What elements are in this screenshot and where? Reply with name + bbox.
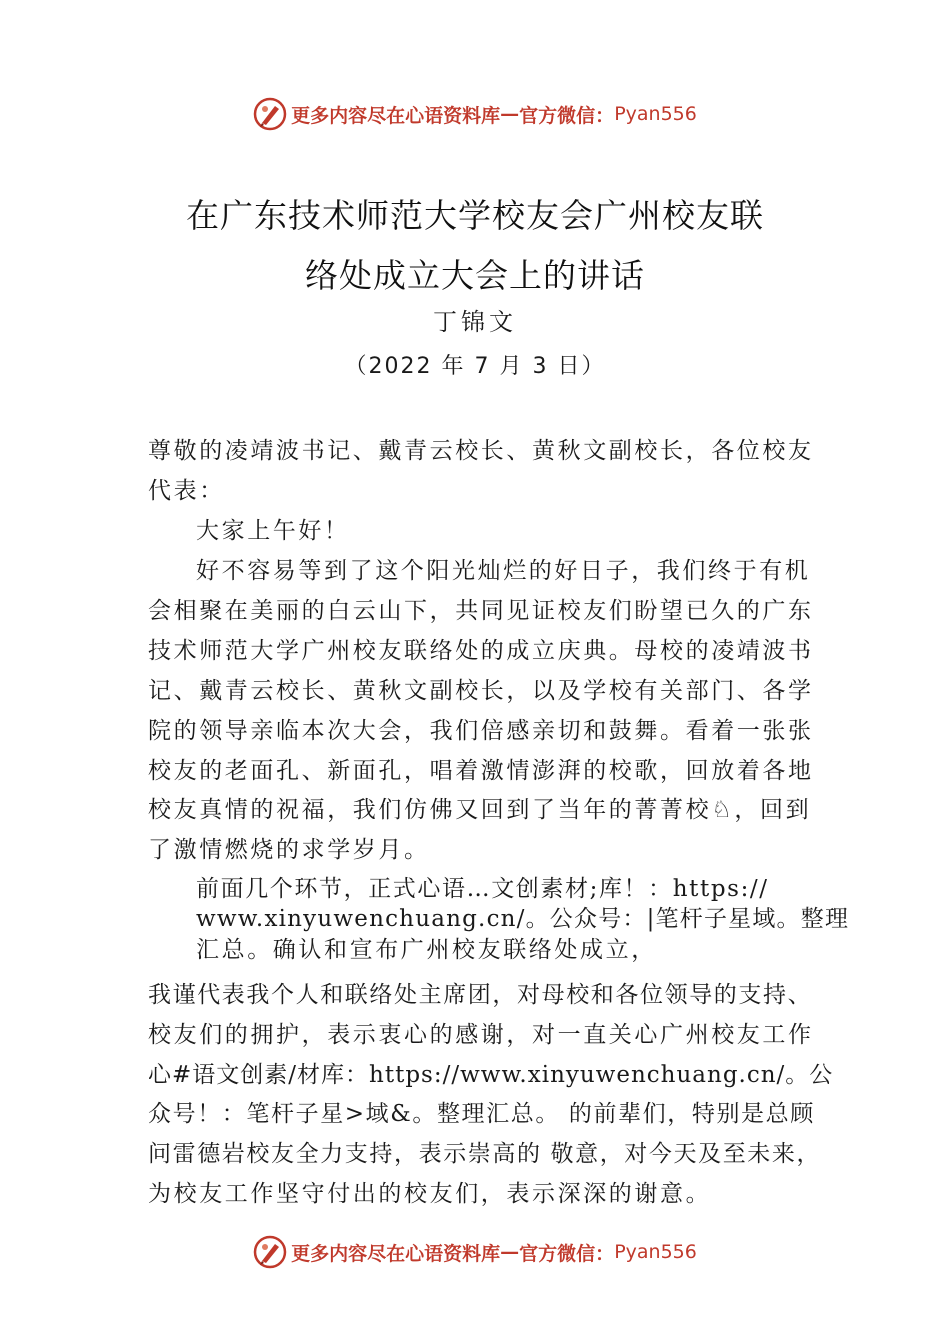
body-line: 校友的老面孔、新面孔，唱着激情澎湃的校歌，回放着各地 — [148, 758, 814, 784]
body-line: 校友真情的祝福，我们仿佛又回到了当年的菁菁校♘，回到 — [148, 797, 812, 823]
watermark-banner-top — [0, 94, 950, 134]
body-line: 大家上午好！ — [196, 518, 350, 544]
body-line: 为校友工作坚守付出的校友们，表示深深的谢意。 — [148, 1181, 712, 1207]
body-line: 院的领导亲临本次大会，我们倍感亲切和鼓舞。看着一张张 — [148, 718, 814, 744]
body-line: 技术师范大学广州校友联络处的成立庆典。母校的凌靖波书 — [148, 638, 814, 664]
watermark-brand-text: 更多内容尽在心语资料库 — [291, 104, 501, 127]
body-line: 众号！：笔杆子星>域&。整理汇总。 的前辈们，特别是总顾 — [148, 1101, 815, 1127]
pen-logo-icon — [253, 1235, 287, 1269]
watermark-brand-text: 更多内容尽在心语资料库 — [291, 1242, 501, 1265]
body-line: 好不容易等到了这个阳光灿烂的好日子，我们终于有机 — [196, 558, 811, 584]
watermark-wechat-id: Pyan556 — [614, 103, 697, 125]
body-line: 问雷德岩校友全力支持，表示崇高的 敬意，对今天及至未来， — [148, 1141, 822, 1167]
watermark-wechat-id: Pyan556 — [614, 1241, 697, 1263]
body-line: 代表： — [148, 478, 225, 504]
document-date: （2022 年 7 月 3 日） — [344, 354, 606, 379]
watermark-wechat-label: 官方微信： — [519, 104, 615, 127]
watermark-banner-bottom — [0, 1232, 950, 1272]
document-title-line-1: 在广东技术师范大学校友会广州校友联 — [186, 196, 764, 235]
document-author: 丁锦文 — [433, 308, 517, 336]
watermark-dash: — — [500, 1241, 520, 1263]
watermark-dash: — — [500, 103, 520, 125]
body-line: 会相聚在美丽的白云山下，共同见证校友们盼望已久的广东 — [148, 598, 814, 624]
body-line: 前面几个环节，正式心语…文创素材;库！：https:// — [196, 876, 769, 902]
body-line: 记、戴青云校长、黄秋文副校长，以及学校有关部门、各学 — [148, 678, 814, 704]
pen-logo-icon — [253, 97, 287, 131]
body-line: www.xinyuwenchuang.cn/。公众号：|笔杆子星域。整理 — [196, 906, 850, 932]
body-line: 心#语文创素/材库：https://www.xinyuwenchuang.cn/。公 — [148, 1062, 834, 1088]
body-line: 汇总。确认和宣布广州校友联络处成立， — [196, 937, 657, 963]
body-line: 了激情燃烧的求学岁月。 — [148, 837, 430, 863]
watermark-wechat-label: 官方微信： — [519, 1242, 615, 1265]
body-line: 尊敬的凌靖波书记、戴青云校长、黄秋文副校长，各位校友 — [148, 438, 814, 464]
document-title-line-2: 络处成立大会上的讲话 — [305, 256, 645, 295]
body-line: 校友们的拥护，表示衷心的感谢，对一直关心广州校友工作 — [148, 1022, 814, 1048]
body-line: 我谨代表我个人和联络处主席团，对母校和各位领导的支持、 — [148, 982, 813, 1008]
